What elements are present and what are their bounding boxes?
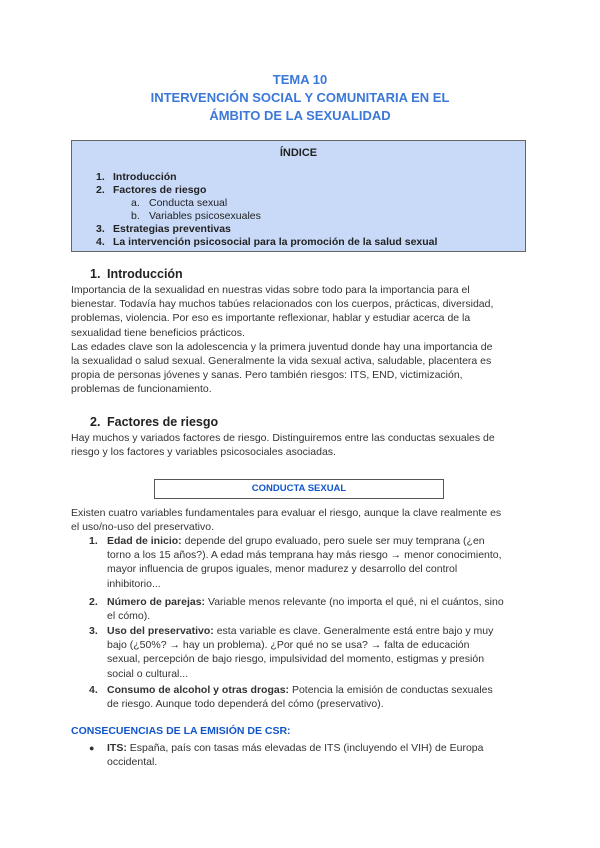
index-subitem: a. bbox=[131, 197, 140, 209]
index-item: 1. bbox=[96, 171, 105, 183]
list-number: 4. bbox=[89, 684, 98, 696]
list-number: 1. bbox=[89, 535, 98, 547]
list-number: 3. bbox=[89, 625, 98, 637]
index-item: 2. bbox=[96, 184, 105, 196]
index-item-label: Introducción bbox=[113, 171, 177, 183]
index-title: ÍNDICE bbox=[279, 147, 318, 159]
list-item: Número de parejas: Variable menos relevante (no importa el qué, ni el cuántos, sino el cómo). bbox=[107, 596, 504, 623]
paragraph-line: Las edades clave son la adolescencia y la primera juventud donde hay una importancia de bbox=[71, 340, 493, 353]
index-box bbox=[71, 140, 526, 252]
document-title-line2: INTERVENCIÓN SOCIAL Y COMUNITARIA EN EL bbox=[150, 90, 450, 105]
paragraph-line: bienestar. Todavía hay muchos tabúes relacionados con los cuerpos, prácticas, diversidad, bbox=[71, 298, 494, 311]
paragraph-line: propia de personas jóvenes y sanas. Pero también riesgos: ITS, END, victimización, bbox=[71, 369, 463, 382]
index-item: 3. bbox=[96, 223, 105, 235]
index-subitem-label: Conducta sexual bbox=[149, 197, 228, 209]
paragraph-line: Existen cuatro variables fundamentales para evaluar el riesgo, aunque la clave realmente es bbox=[71, 507, 502, 519]
list-item: Consumo de alcohol y otras drogas: Potencia la emisión de conductas sexuales de riesgo. Aunque todo dependerá del cómo (preservativo). bbox=[107, 684, 493, 711]
list-item: Uso del preservativo: esta variable es clave. Generalmente está entre bajo y muy bajo (¿50%? → hay un problema). ¿Por qué no se usa? → falta de educación sexual, percepción de bajo riesgo, impulsividad del momento, estigmas y presión social o cultural... bbox=[107, 625, 494, 680]
index-item-label: Estrategias preventivas bbox=[113, 223, 231, 235]
paragraph-line: sexualidad tiene beneficios prácticos. bbox=[71, 326, 245, 339]
consecuencias-list bbox=[71, 741, 531, 773]
document-title-line1: TEMA 10 bbox=[272, 72, 328, 87]
risk-variables-list bbox=[71, 534, 531, 714]
consecuencias-heading: CONSECUENCIAS DE LA EMISIÓN DE CSR: bbox=[71, 725, 291, 737]
paragraph-line: riesgo y los factores y variables psicosociales asociadas. bbox=[71, 446, 336, 459]
index-subitem: b. bbox=[131, 210, 140, 222]
index-subitem-label: Variables psicosexuales bbox=[149, 210, 261, 222]
conducta-intro bbox=[71, 506, 531, 534]
section2-heading-num: 2. bbox=[90, 415, 101, 429]
section2-heading: Factores de riesgo bbox=[107, 415, 219, 429]
index-item: 4. bbox=[96, 236, 105, 248]
paragraph-line: la sexualidad o salud sexual. Generalmente la vida sexual activa, saludable, placentera es bbox=[71, 355, 492, 368]
section1-heading-num: 1. bbox=[90, 267, 101, 281]
paragraph-line: Hay muchos y variados factores de riesgo. Distinguiremos entre las conductas sexuales de bbox=[71, 432, 495, 444]
list-item: Edad de inicio: depende del grupo evaluado, pero suele ser muy temprana (¿en torno a los 15 años?). A edad más temprana hay más riesgo → menor conocimiento, mayor influencia de grupos iguales, menor madurez y desarrollo del control inhibitorio... bbox=[107, 535, 502, 590]
paragraph-line: Importancia de la sexualidad en nuestras vidas sobre todo para la importancia para el bbox=[71, 284, 470, 296]
paragraph-line: problemas de funcionamiento. bbox=[71, 383, 212, 396]
paragraph-line: problemas, violencia. Por eso es importante reflexionar, hablar y estudiar acerca de la bbox=[71, 312, 471, 325]
conducta-sexual-box: CONDUCTA SEXUAL bbox=[154, 479, 444, 499]
section1-body bbox=[71, 283, 531, 397]
list-number: 2. bbox=[89, 596, 98, 608]
list-item: ITS: España, país con tasas más elevadas de ITS (incluyendo el VIH) de Europa occidental. bbox=[107, 742, 484, 769]
section1-heading: Introducción bbox=[107, 267, 183, 281]
index-item-label: Factores de riesgo bbox=[113, 184, 207, 196]
paragraph-line: el uso/no-uso del preservativo. bbox=[71, 521, 214, 534]
section2-body bbox=[71, 431, 531, 459]
index-item-label: La intervención psicosocial para la promoción de la salud sexual bbox=[113, 236, 438, 248]
bullet-icon: ● bbox=[89, 743, 95, 753]
document-title-line3: ÁMBITO DE LA SEXUALIDAD bbox=[209, 108, 391, 123]
